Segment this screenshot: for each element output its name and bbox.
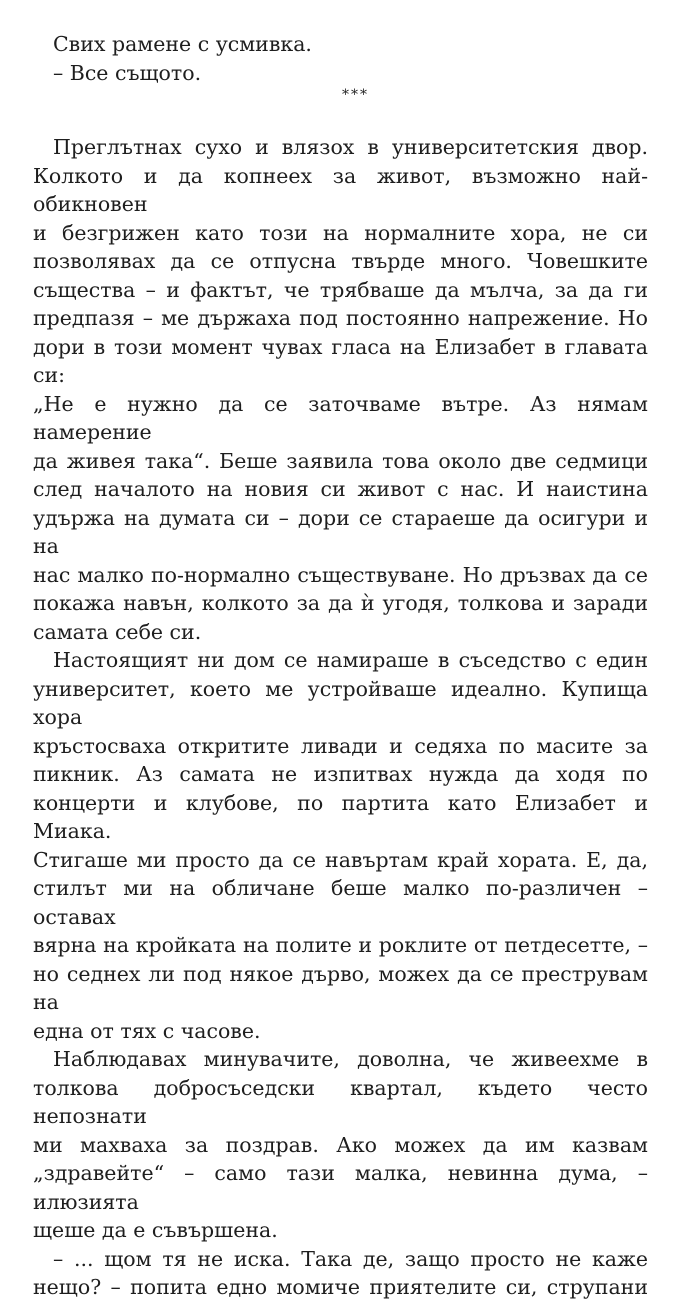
text-line: удържа на думата си – дори се стараеше да осигури и на	[33, 505, 648, 558]
text-line: нещо? – попита едно момиче приятелите си, струпани	[33, 1275, 648, 1299]
opening-line: – Все същото.	[53, 60, 202, 85]
text-line: Стигаше ми просто да се навъртам край хората. Е, да,	[33, 847, 648, 872]
text-line: покажа навън, колкото за да ѝ угодя, толкова и заради	[33, 591, 648, 615]
paragraph	[33, 1045, 648, 1245]
text-line: една от тях с часове.	[33, 1018, 261, 1043]
text-line: пикник. Аз самата не изпитвах нужда да ходя по	[33, 762, 648, 786]
text-line: същества – и фактът, че трябваше да мълча, за да ги	[33, 277, 648, 302]
text-line: Наблюдавах минувачите, доволна, че живеехме в	[53, 1047, 648, 1071]
text-line: и безгрижен като този на нормалните хора, не си	[33, 220, 648, 245]
paragraph	[33, 133, 648, 646]
paragraph	[33, 1245, 648, 1302]
text-line: Преглътнах сухо и влязох в университетския двор.	[53, 135, 648, 159]
text-line: вярна на кройката на полите и роклите от петдесетте, –	[33, 933, 648, 957]
text-line: но седнех ли под някое дърво, можех да се преструвам на	[33, 961, 648, 1014]
text-line: щеше да е съвършена.	[33, 1218, 278, 1242]
text-line: „Не е нужно да се заточваме вътре. Аз нямам намерение	[33, 391, 648, 444]
text-line: – ... щом тя не иска. Така де, защо просто не каже	[53, 1246, 648, 1271]
text-line: нас малко по-нормално съществуване. Но дръзвах да се	[33, 562, 648, 587]
text-line: концерти и клубове, по партита като Елизабет и Миака.	[33, 790, 648, 843]
text-line: „здравейте“ – само тази малка, невинна дума, – илюзията	[33, 1161, 648, 1214]
paragraph	[33, 646, 648, 1045]
text-line: Колкото и да копнеех за живот, възможно най-обикновен	[33, 163, 648, 216]
text-line: самата себе си.	[33, 619, 202, 644]
text-line: стилът ми на обличане беше малко по-различен – оставах	[33, 876, 648, 929]
text-line: университет, което ме устройваше идеално. Купища хора	[33, 676, 648, 729]
text-line: ми махваха за поздрав. Ако можех да им казвам	[33, 1132, 648, 1157]
section-gap	[33, 105, 648, 133]
section-separator: ***	[342, 87, 369, 103]
text-line: позволявах да се отпусна твърде много. Човешките	[33, 249, 648, 273]
text-line: толкова добросъседски квартал, където често непознати	[33, 1075, 648, 1128]
text-line: кръстосваха откритите ливади и седяха по масите за	[33, 733, 648, 758]
text-line: след началото на новия си живот с нас. И наистина	[33, 477, 648, 501]
text-line: дори в този момент чувах гласа на Елизабет в главата си:	[33, 334, 648, 387]
text-line: предпазя – ме държаха под постоянно напрежение. Но	[33, 306, 648, 330]
text-line: Настоящият ни дом се намираше в съседство с един	[53, 648, 648, 672]
text-line: да живея така“. Беше заявила това около две седмици	[33, 448, 648, 473]
opening-line: Свих рамене с усмивка.	[53, 32, 312, 56]
